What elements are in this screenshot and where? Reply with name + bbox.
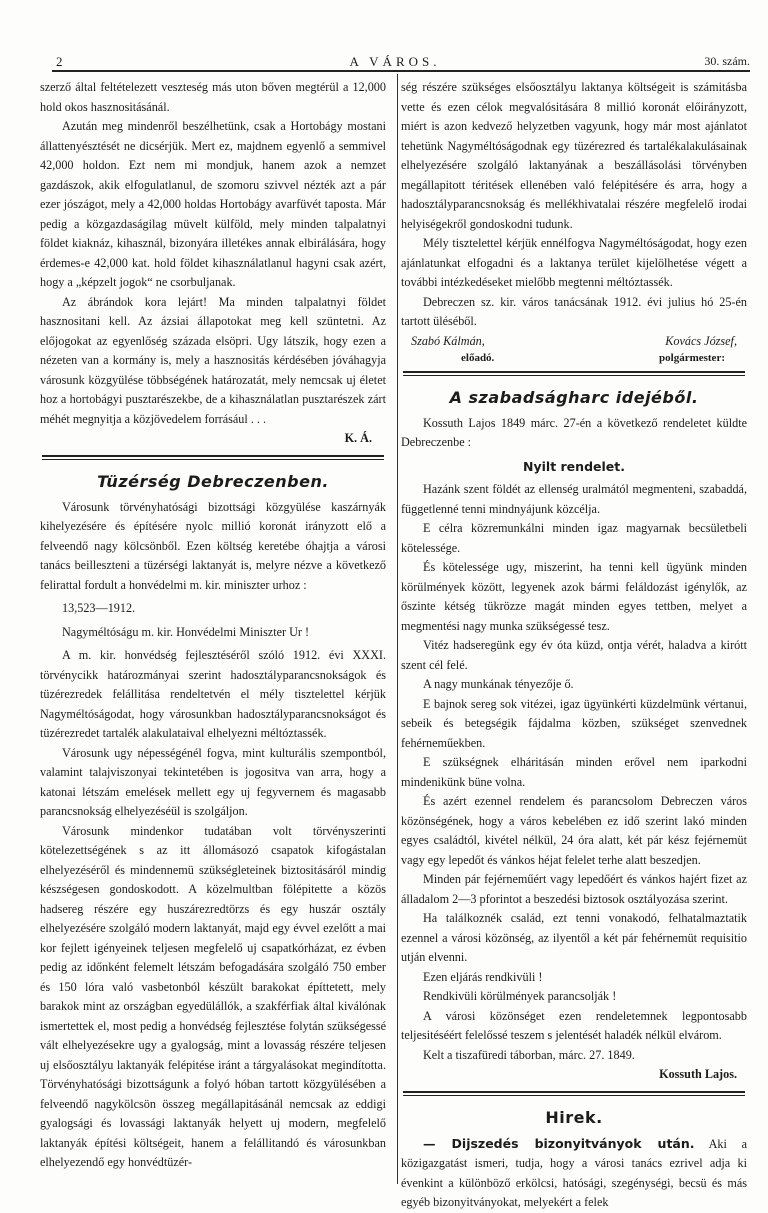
paragraph: És azért ezennel rendelem és parancsolom Debreczen város közönségének, hogy a város kebelében ez idő szerint lakó minden egyes családtól, kivétel nélkül, 24 óra alatt, két pár kész fejérnemüt vagy egy lepedőt és vánkos héjat felelet terhe alatt beszedjen.	[401, 794, 747, 867]
paragraph: És kötelessége ugy, miszerint, ha tenni kell ügyünk minden körülmények között, legyenek azok bármi feláldozást igénylők, az őszinte kétség tükrözze magát minden egyes tettben, melyet a megmentési nagy munka szükségessé tesz.	[401, 560, 747, 633]
reference-number: 13,523—1912.	[62, 601, 136, 615]
paragraph: Ha találkoznék család, ezt tenni vonakodó, felhatalmaztatik ezennel a városi közönség, az ilyentől a két pár fehérnemüt requisitio utján elvenni.	[401, 911, 747, 964]
paragraph: Városunk ugy népességénél fogva, mint kulturális szempontból, valamint talajviszonyai tekintetében is jogositva van arra, hogy a katonai létszám emelések mellett egy uj fegyvernem és magasabb parancsnokság elhelyezéséül is szolgáljon.	[40, 745, 386, 818]
newspaper-title: A VÁROS.	[349, 54, 441, 69]
article-heading: A szabadságharc idejéből.	[449, 387, 699, 407]
paragraph: Kossuth Lajos 1849 márc. 27-én a következő rendeletet küldte Debreczenbe :	[401, 415, 747, 449]
paragraph: Kelt a tiszafüredi táborban, márc. 27. 1849.	[423, 1047, 635, 1062]
signature-kovacs: Kovács József,	[665, 333, 737, 348]
paragraph: Vitéz hadseregünk egy év óta küzd, ontja vérét, haladva a kirótt szent cél felé.	[401, 638, 747, 672]
paragraph: Rendkivüli körülmények parancsolják !	[423, 989, 617, 1003]
paragraph: Az ábrándok kora lejárt! Ma minden talpalatnyi földet hasznositani kell. Az ázsiai állapotokat meg kell szüntetni. Az előjogokat az egyenlőség százada elsöpri. Ugy látszik, hogy ezen a nézeten van a kormány is, mely a hasznositás kérdésében jóváhagyja városunk közgyülése többségének határozatát, mely nemcsak uj életet hoz a hortobágyi pusztarészekbe, de a kihasználatlan pusztarészek zárt méhét megnyitja a közjövedelem forrásául . . .	[40, 294, 386, 426]
salutation: Nagyméltóságu m. kir. Honvédelmi Miniszter Ur !	[62, 624, 310, 639]
section-divider	[42, 455, 384, 460]
header-rule	[52, 70, 750, 72]
paragraph: Városunk mindenkor tudatában volt törvényszerinti kötelezettségének s az itt állomásozó csapatok kifogástalan elhelyezéséről és mindennemü szükségleteinek biztositásáról mindig készségesen gondoskodott. A közelmultban fölépitette a közös hadsereg részére egy huszárezredtörzs és egy huszár osztály elhelyezésére szolgáló modern laktanyát, majd egy évvel ezelőtt a mai kor fejlett igényeinek teljesen megfelelő uj csapatkórházat, ez évben pedig az időnként felemelt létszám befogadására szolgáló 750 ember és 150 lóra való vasbetonból készült barakokat építtetett, mely barakok mint az országban egyedülállók, a szakférfiak által kiválónak ismertettek el, most pedig a honvédség fejlesztése folytán szükségessé vált elhelyezésekre ugy a gyalogság, mint a lovasság részére teljesen uj elsőosztályu laktanyák felépitése iránt a tárgyalásokat megindította. Törvényhatósági bizottságunk a folyó hóban tartott közgyülésében a felveendő nagykölcsön összeg megállapitásánál nemcsak az eddigi gyalogsági és lovassági laktanyák helyett uj modern, megfelelő laktanyák építési költségeit, hanem a felállitandó és városunkban elhelyezendő egy honvédtüzér-	[40, 823, 386, 1169]
article-heading: Tüzérség Debreczenben.	[97, 471, 329, 491]
paragraph: E bajnok sereg sok vitézei, igaz ügyünkérti küzdelmünk vértanui, sebeik és betegségik fájdalma közben, szükséget szenvednek fehérneműekben.	[401, 696, 747, 750]
signature-roles	[401, 351, 747, 365]
news-item-title: — Dijszedés bizonyitványok után.	[423, 1135, 695, 1151]
paragraph: Mély tisztelettel kérjük ennélfogva Nagyméltóságodat, hogy ezen ajánlatunkat elfogadni és a laktanya terület kijelölhetése végett a további intézkedéseket mielőbb megtenni méltóztassék.	[401, 236, 747, 289]
page-number: 2	[56, 54, 63, 69]
section-divider	[403, 371, 745, 376]
signature-szabo: Szabó Kálmán,	[411, 333, 485, 348]
sub-heading: Nyilt rendelet.	[523, 458, 625, 474]
paragraph: A városi közönséget ezen rendeletemnek legpontosabb teljesitéséért felelőssé teszem s jelentését haladék nélkül elvárom.	[401, 1008, 747, 1042]
paragraph: Hazánk szent földét az ellenség uralmától megmenteni, szabaddá, függetlenné tenni mindnyájunk közcélja.	[401, 482, 747, 516]
paragraph: szerző által feltételezett veszteség más uton bőven megtérül a 12,000 hold okos hasznositásánál.	[40, 80, 386, 114]
paragraph: Azután meg mindenről beszélhetünk, csak a Hortobágy mostani állattenyésztését ne dicsérjük. Mert ez, majdnem egyenlő a semmivel 42,000 holdon. Ezt nem mi mondjuk, hanem azok a nemzet gazdászok, akik elfogulatlanul, de szomoru szivvel nézték azt a pár ezer jószágot, mely a 42,000 holdas Hortobágy avarfüvét taposta. Már pedig a közgazdaságilag müvelt külföld, mely minden talpalatnyi földet kiaknáz, kihasznál, bizonyára illetékes annak elbirálására, hogy érdemes-e 42,000 kat. hold földet kihasználatlanul hagyni csak azért, hogy a „képzelt jogok“ ne csorbuljanak.	[40, 119, 386, 289]
author-signature: K. Á.	[344, 431, 372, 445]
role-eloado: előadó.	[461, 351, 495, 364]
news-item-text: Aki a közigazgatást ismeri, tudja, hogy a városi tanács ezrivel adja ki évenkint a különböző erkölcsi, hatósági, szegénységi, becsü és más egyéb bizonyitványokat, melyekért a felek	[401, 1136, 747, 1209]
role-polgarmester: polgármester:	[659, 351, 725, 364]
news-heading: Hirek.	[545, 1107, 603, 1127]
paragraph: E célra közremunkálni minden igaz magyarnak becsületbeli kötelessége.	[401, 521, 747, 555]
paragraph: ség részére szükséges elsőosztályu laktanya költségeit is számitásba vette és ezen célok megvalósitására 8 millió koronát előirányzott, miért is azon kedvező helyzetben vagyunk, hogy már most ajánlatot tehetünk Nagyméltóságodnak egy tüzérezred és tartalékalakulásainak elhelyezésére szolgáló laktanyának a beszállásolási törvényben megállapitott téritések ellenében való felépitésére és arra, hogy a hadosztályparancsnokság és mellékhivatalai részére megfelelő irodai helyiségekről gondoskodni tudunk.	[401, 80, 747, 231]
signatures	[401, 332, 747, 351]
left-column	[40, 78, 386, 1173]
paragraph: Debreczen sz. kir. város tanácsának 1912. évi julius hó 25-én tartott üléséből.	[401, 294, 747, 328]
paragraph: A m. kir. honvédség fejlesztéséről szóló 1912. évi XXXI. törvénycikk határozmányai szerint hadosztályparancsnokságok és tüzérezredek felállitása rendeltetvén el mély tisztelettel kérjük Nagyméltóságodat, hogy városunkban hadosztályparancsnokságot és tüzérezredet tartalék alakulataival elhelyezni méltóztassék.	[40, 648, 386, 740]
paragraph: Minden pár fejérneműért vagy lepedőért és vánkos hajért fizet az álladalom 2—3 pforintot a beszedési biztosok osztályozása szerint.	[401, 872, 747, 906]
column-divider	[397, 74, 398, 1184]
right-column	[401, 78, 747, 1213]
paragraph: E szükségnek elháritásán minden erővel nem iparkodni mindenikünk büne volna.	[401, 755, 747, 789]
paragraph: A nagy munkának tényezője ő.	[423, 677, 574, 691]
section-divider	[403, 1091, 745, 1096]
page-header	[40, 52, 750, 70]
paragraph: Városunk törvényhatósági bizottsági közgyülése kaszárnyák kihelyezésére és építésére nyolc millió koronát irányzott elő a felveendő nagy kölcsönből. Ezen költség keretébe óhajtja a városi tanács beilleszteni a tüzérségi laktanyát is, melyre nézve a következő felirattal fordult a honvédelmi m. kir. miniszter urhoz :	[40, 499, 386, 592]
issue-number: 30. szám.	[704, 54, 750, 68]
kossuth-signature: Kossuth Lajos.	[659, 1067, 737, 1081]
paragraph: Ezen eljárás rendkivüli !	[423, 969, 543, 984]
